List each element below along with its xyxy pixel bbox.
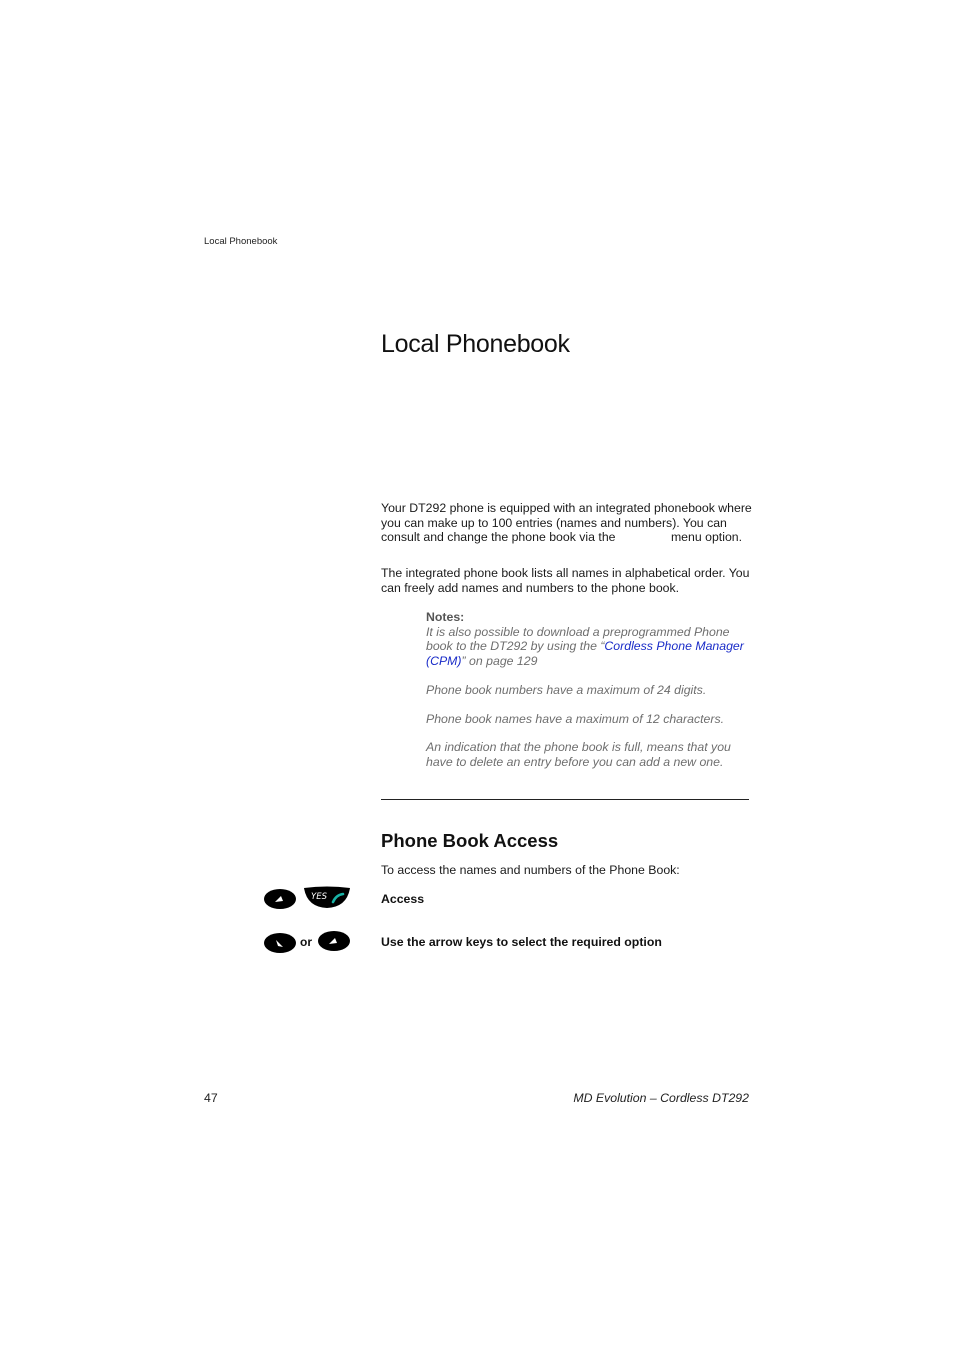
note-numbers-max: Phone book numbers have a maximum of 24 digits.	[426, 682, 707, 697]
notes-block	[426, 610, 754, 769]
cpm-link[interactable]: Cordless Phone Manager (CPM)	[426, 639, 744, 668]
up-arrow-key-icon	[263, 888, 297, 910]
page-number: 47	[204, 1091, 218, 1105]
note-phonebook-full: An indication that the phone book is full, means that you have to delete an entry before you can add a new one.	[426, 740, 731, 769]
note-download-page-ref: ” on page 129	[461, 653, 538, 668]
note-names-max: Phone book names have a maximum of 12 characters.	[426, 711, 725, 726]
yes-key-icon	[303, 886, 351, 910]
note-download-text: It is also possible to download a preprogrammed Phone book to the DT292 by using the “	[426, 624, 730, 654]
intro-paragraph-1	[381, 501, 753, 545]
up-arrow-key-icon	[317, 930, 351, 952]
document-title: MD Evolution – Cordless DT292	[573, 1091, 749, 1105]
intro-text-part-2: menu option.	[670, 530, 743, 545]
yes-key-label: YES	[311, 892, 327, 902]
or-separator: or	[300, 935, 312, 949]
page-title: Local Phonebook	[381, 330, 570, 358]
step-access-label: Access	[381, 892, 425, 906]
section-divider	[381, 799, 749, 800]
step-select-label: Use the arrow keys to select the required option	[381, 935, 662, 949]
section-intro: To access the names and numbers of the Phone Book:	[381, 863, 680, 877]
down-arrow-key-icon	[263, 932, 297, 954]
notes-title: Notes:	[426, 610, 465, 624]
section-title: Phone Book Access	[381, 830, 559, 851]
intro-text-part-1: Your DT292 phone is equipped with an integrated phonebook where you can make up to 100 entries (names and numbers). You can consult and change the phone book via the	[381, 501, 752, 545]
intro-paragraph-2: The integrated phone book lists all names in alphabetical order. You can freely add names and numbers to the phone book.	[381, 566, 750, 595]
running-header: Local Phonebook	[204, 236, 278, 247]
note-download	[426, 625, 754, 669]
